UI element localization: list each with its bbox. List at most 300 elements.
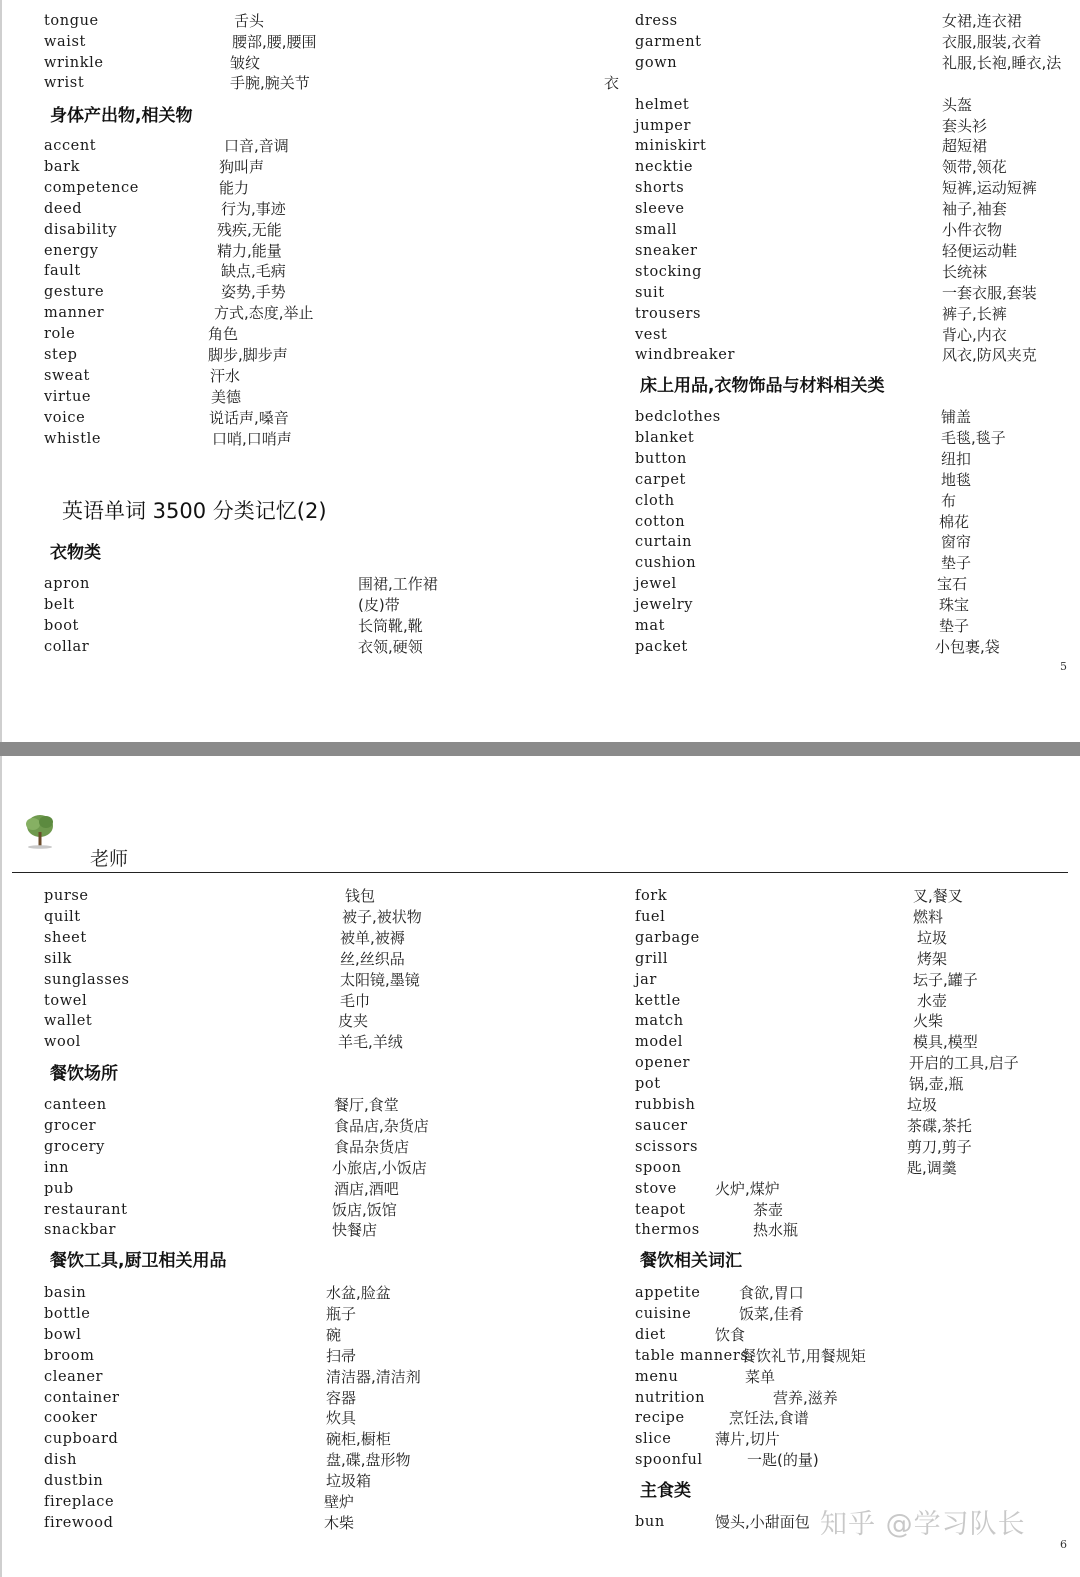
vocab-row [635, 1346, 1075, 1367]
chinese-meaning: 宝石 [937, 575, 968, 594]
chinese-meaning: 腰部,腰,腰围 [232, 32, 317, 51]
chinese-meaning: 衣领,硬领 [358, 637, 423, 656]
chinese-meaning: 一匙(的量) [747, 1451, 819, 1470]
english-word: rubbish [635, 1097, 696, 1113]
vocab-row [635, 532, 1075, 553]
chinese-meaning: 背心,内衣 [942, 325, 1007, 344]
english-word: waist [44, 33, 86, 50]
vocab-row [635, 136, 1075, 157]
english-word: menu [635, 1368, 679, 1385]
english-word: opener [635, 1055, 691, 1072]
chinese-meaning: 坛子,罐子 [913, 970, 978, 989]
vocab-row [44, 637, 464, 658]
document-page-5 [0, 0, 1080, 742]
chinese-meaning: 小包裹,袋 [935, 637, 1000, 656]
vocab-row [635, 32, 1075, 53]
vocab-row [635, 178, 1075, 199]
section-heading-dining-places: 餐饮场所 [50, 1064, 118, 1084]
english-word: miniskirt [635, 138, 707, 155]
vocab-row [44, 178, 464, 199]
chinese-meaning: 模具,模型 [913, 1033, 978, 1052]
vocab-row [44, 1450, 464, 1471]
vocab-row [44, 1367, 464, 1388]
english-word: silk [44, 950, 72, 967]
chinese-meaning: 饭店,饭馆 [332, 1200, 397, 1219]
chinese-meaning: 毛巾 [340, 991, 371, 1010]
section-heading-staple-food: 主食类 [640, 1481, 691, 1501]
english-word: cooker [44, 1410, 98, 1427]
page-separator [0, 742, 1080, 756]
chinese-meaning: 礼服,长袍,睡衣,法 [942, 53, 1062, 72]
vocab-row [44, 970, 464, 991]
vocab-row [44, 595, 464, 616]
vocab-row [44, 282, 464, 303]
vocab-row [44, 616, 464, 637]
vocab-row [635, 1388, 1075, 1409]
chinese-meaning: 窗帘 [941, 533, 972, 552]
english-word: cushion [635, 555, 697, 572]
vocab-row [635, 1429, 1075, 1450]
english-word: recipe [635, 1410, 685, 1427]
vocab-row [44, 886, 464, 907]
chinese-meaning: 裤子,长裤 [942, 304, 1007, 323]
vocab-row [44, 1179, 464, 1200]
vocab-row [44, 241, 464, 262]
chinese-meaning: 口音,音调 [224, 137, 289, 155]
english-word: bark [44, 158, 81, 175]
english-word: pub [44, 1180, 74, 1197]
chinese-meaning: 餐饮礼节,用餐规矩 [741, 1346, 866, 1365]
vocab-row [44, 1095, 464, 1116]
vocab-row [44, 199, 464, 220]
vocab-row [44, 387, 464, 408]
english-word: container [44, 1389, 120, 1406]
chinese-meaning: 一套衣服,套装 [942, 283, 1037, 302]
header-author: 老师 [90, 848, 129, 870]
english-word: cotton [635, 513, 686, 530]
chinese-meaning: 钱包 [345, 887, 376, 905]
chinese-meaning: 舌头 [234, 12, 265, 30]
chinese-meaning: 珠宝 [939, 596, 970, 615]
chinese-meaning: 狗叫声 [219, 157, 265, 176]
chinese-meaning: 餐厅,食堂 [334, 1096, 399, 1114]
english-word: curtain [635, 534, 693, 551]
vocab-row [44, 1116, 464, 1137]
vocab-row [44, 1011, 464, 1032]
english-word: firewood [44, 1514, 114, 1531]
english-word: button [635, 450, 687, 467]
chinese-meaning: 烹饪法,食谱 [729, 1409, 809, 1428]
chinese-meaning: 能力 [219, 178, 250, 197]
english-word: sweat [44, 367, 90, 384]
vocab-row [635, 283, 1075, 304]
chinese-meaning: 口哨,口哨声 [212, 429, 292, 448]
english-word: shorts [635, 180, 685, 197]
english-word: helmet [635, 96, 690, 113]
section-heading-body-output: 身体产出物,相关物 [50, 106, 193, 126]
vocab-row [635, 886, 1075, 907]
chinese-meaning: 垃圾 [917, 928, 948, 947]
chinese-meaning: 食品店,杂货店 [334, 1116, 429, 1135]
chinese-meaning: 壁炉 [324, 1493, 355, 1511]
vocab-row [635, 428, 1075, 449]
chinese-meaning: 热水瓶 [753, 1221, 799, 1240]
vocab-row [44, 73, 464, 94]
chinese-meaning: 丝,丝织品 [340, 949, 405, 968]
english-word: canteen [44, 1097, 107, 1113]
chinese-meaning: 小旅店,小饭店 [332, 1158, 427, 1177]
english-word: packet [635, 638, 688, 655]
chinese-meaning: 方式,态度,举止 [214, 304, 314, 323]
chinese-meaning: 汗水 [210, 366, 241, 385]
chinese-meaning: 木柴 [324, 1513, 355, 1532]
document-title: 英语单词 3500 分类记忆(2) [62, 499, 327, 523]
chinese-meaning: 垫子 [941, 554, 972, 573]
english-word: boot [44, 617, 79, 634]
english-word: cloth [635, 492, 675, 509]
vocab-row [635, 199, 1075, 220]
english-word: quilt [44, 908, 81, 925]
page-number: 6 [1060, 1538, 1067, 1551]
english-word: carpet [635, 471, 686, 488]
english-word: energy [44, 242, 99, 259]
vocab-row [635, 1095, 1075, 1116]
english-word: accent [44, 138, 97, 154]
english-word: grocer [44, 1117, 97, 1134]
vocab-row [635, 470, 1075, 491]
vocab-row [635, 1450, 1075, 1471]
chinese-meaning: 头盔 [942, 95, 973, 114]
vocab-row [635, 907, 1075, 928]
vocab-row [44, 1408, 464, 1429]
chinese-meaning: 锅,壶,瓶 [909, 1075, 964, 1094]
chinese-meaning: 叉,餐叉 [913, 887, 963, 905]
vocab-row [635, 991, 1075, 1012]
english-word: bottle [44, 1305, 91, 1322]
english-word: gesture [44, 284, 105, 301]
chinese-meaning: 棉花 [939, 512, 970, 531]
vocab-row [635, 949, 1075, 970]
chinese-meaning: 套头衫 [942, 116, 988, 135]
english-word: virtue [44, 388, 92, 405]
vocab-row [635, 970, 1075, 991]
chinese-meaning: 食品杂货店 [334, 1137, 410, 1156]
chinese-meaning: 残疾,无能 [217, 220, 282, 239]
vocab-row [635, 595, 1075, 616]
chinese-meaning: 行为,事迹 [221, 199, 286, 218]
chinese-meaning: 女裙,连衣裙 [942, 12, 1022, 30]
chinese-meaning: 皱纹 [230, 53, 261, 72]
chinese-meaning: 羊毛,羊绒 [338, 1033, 403, 1052]
english-word: inn [44, 1159, 70, 1176]
english-word: wallet [44, 1013, 93, 1030]
chinese-meaning: 领带,领花 [942, 158, 1007, 177]
chinese-meaning: 皮夹 [338, 1012, 369, 1031]
chinese-meaning: 被单,被褥 [340, 928, 405, 947]
english-word: small [635, 222, 678, 238]
chinese-meaning: 水盆,脸盆 [326, 1284, 391, 1302]
chinese-meaning: 清洁器,清洁剂 [326, 1367, 421, 1386]
english-word: garbage [635, 929, 700, 946]
english-word: match [635, 1013, 684, 1030]
english-word: sneaker [635, 242, 698, 259]
vocab-row [635, 553, 1075, 574]
vocab-row [635, 1074, 1075, 1095]
chinese-meaning: 容器 [326, 1388, 357, 1407]
english-word: kettle [635, 992, 681, 1009]
vocab-row [44, 1032, 464, 1053]
chinese-meaning: 饭菜,佳肴 [739, 1304, 804, 1323]
english-word: broom [44, 1347, 95, 1364]
english-word: bedclothes [635, 409, 721, 425]
english-word: snackbar [44, 1222, 116, 1239]
english-word: fork [635, 888, 668, 904]
vocab-row [44, 261, 464, 282]
chinese-meaning: 围裙,工作裙 [358, 575, 438, 593]
document-page-6 [0, 756, 1080, 1577]
vocab-row [44, 53, 464, 74]
chinese-meaning: 燃料 [913, 907, 944, 926]
section-heading-bedding: 床上用品,衣物饰品与材料相关类 [640, 376, 885, 396]
stray-character: 衣 [604, 74, 620, 92]
vocab-row [44, 1471, 464, 1492]
english-word: whistle [44, 430, 102, 447]
english-word: deed [44, 200, 83, 217]
chinese-meaning: 说话声,嗓音 [209, 408, 289, 427]
chinese-meaning: 扫帚 [326, 1346, 357, 1365]
chinese-meaning: 轻便运动鞋 [942, 241, 1018, 260]
chinese-meaning: 碗 [326, 1325, 342, 1344]
vocab-row [635, 928, 1075, 949]
vocab-row [44, 1429, 464, 1450]
english-word: grill [635, 950, 669, 967]
english-word: mat [635, 618, 666, 634]
vocab-row [635, 1408, 1075, 1429]
chinese-meaning: 袖子,袖套 [942, 200, 1007, 219]
english-word: wrinkle [44, 54, 104, 71]
english-word: pot [635, 1076, 661, 1093]
vocab-row [44, 136, 464, 157]
chinese-meaning: 薄片,切片 [715, 1430, 780, 1449]
english-word: table manners [635, 1347, 749, 1364]
section-heading-clothes: 衣物类 [50, 543, 101, 563]
chinese-meaning: 匙,调羹 [907, 1158, 957, 1177]
english-word: gown [635, 54, 678, 71]
chinese-meaning: 布 [941, 491, 957, 510]
vocab-row [635, 449, 1075, 470]
vocab-row [44, 1304, 464, 1325]
vocab-row [44, 1158, 464, 1179]
chinese-meaning: 美德 [211, 387, 242, 406]
english-word: dish [44, 1452, 78, 1469]
chinese-meaning: 缺点,毛病 [221, 262, 286, 281]
chinese-meaning: 火柴 [913, 1012, 944, 1031]
vocab-row [44, 429, 464, 450]
vocab-row [635, 1158, 1075, 1179]
vocab-row [635, 95, 1075, 116]
english-word: suit [635, 284, 665, 301]
vocab-row [635, 1325, 1075, 1346]
english-word: stove [635, 1180, 677, 1197]
english-word: jumper [635, 117, 691, 134]
vocab-row [635, 220, 1075, 241]
english-word: trousers [635, 305, 702, 322]
chinese-meaning: 被子,被状物 [342, 907, 422, 926]
chinese-meaning: 纽扣 [941, 449, 972, 468]
vocab-row [44, 220, 464, 241]
chinese-meaning: 碗柜,橱柜 [326, 1430, 391, 1449]
chinese-meaning: 酒店,酒吧 [334, 1179, 399, 1198]
english-word: fault [44, 263, 81, 280]
english-word: belt [44, 596, 75, 613]
chinese-meaning: (皮)带 [358, 595, 400, 614]
english-word: step [44, 347, 78, 363]
english-word: basin [44, 1285, 87, 1301]
vocab-row [635, 512, 1075, 533]
chinese-meaning: 快餐店 [332, 1221, 378, 1240]
vocab-row [635, 325, 1075, 346]
chinese-meaning: 小件衣物 [942, 221, 1003, 239]
chinese-meaning: 瓶子 [326, 1304, 357, 1323]
vocab-row [635, 1137, 1075, 1158]
vocab-row [44, 1220, 464, 1241]
page-number: 5 [1060, 660, 1067, 673]
vocab-row [635, 1200, 1075, 1221]
vocab-row [635, 53, 1075, 74]
chinese-meaning: 垃圾箱 [326, 1472, 372, 1491]
english-word: slice [635, 1431, 672, 1448]
english-word: necktie [635, 159, 694, 176]
vocab-row [635, 1032, 1075, 1053]
vocab-row [44, 11, 464, 32]
chinese-meaning: 精力,能量 [217, 241, 282, 260]
english-word: dress [635, 13, 678, 29]
chinese-meaning: 盘,碟,盘形物 [326, 1451, 411, 1470]
english-word: sunglasses [44, 971, 130, 988]
vocab-row [44, 1346, 464, 1367]
chinese-meaning: 开启的工具,启子 [909, 1054, 1019, 1073]
vocab-row [44, 408, 464, 429]
english-word: cuisine [635, 1305, 692, 1322]
chinese-meaning: 角色 [208, 325, 239, 344]
vocab-row [44, 1325, 464, 1346]
english-word: garment [635, 33, 702, 50]
vocab-row [44, 1513, 464, 1534]
vocab-row [635, 1220, 1075, 1241]
vocab-row [635, 616, 1075, 637]
english-word: windbreaker [635, 347, 736, 364]
vocab-row [44, 949, 464, 970]
english-word: blanket [635, 429, 695, 446]
vocab-row [44, 1283, 464, 1304]
chinese-meaning: 水壶 [917, 991, 948, 1010]
english-word: bun [635, 1514, 665, 1530]
chinese-meaning: 菜单 [745, 1367, 776, 1386]
chinese-meaning: 炊具 [326, 1409, 357, 1428]
english-word: collar [44, 638, 90, 655]
english-word: sheet [44, 929, 87, 946]
vocab-row [44, 1388, 464, 1409]
chinese-meaning: 铺盖 [941, 408, 972, 426]
chinese-meaning: 烤架 [917, 949, 948, 968]
english-word: manner [44, 305, 105, 322]
chinese-meaning: 茶壶 [753, 1200, 784, 1219]
vocab-row [635, 1283, 1075, 1304]
vocab-row [635, 1011, 1075, 1032]
english-word: disability [44, 221, 118, 238]
vocab-row [635, 1367, 1075, 1388]
english-word: bowl [44, 1326, 82, 1343]
chinese-meaning: 短裤,运动短裤 [942, 179, 1037, 198]
chinese-meaning: 长统袜 [942, 262, 988, 281]
vocab-row [635, 1116, 1075, 1137]
chinese-meaning: 太阳镜,墨镜 [340, 970, 420, 989]
vocab-row [635, 1304, 1075, 1325]
chinese-meaning: 手腕,腕关节 [230, 74, 310, 93]
english-word: fuel [635, 908, 666, 925]
english-word: jewel [635, 576, 677, 593]
vocab-row [635, 491, 1075, 512]
vocab-row [635, 1053, 1075, 1074]
vocab-row [44, 1137, 464, 1158]
vocab-row [635, 116, 1075, 137]
english-word: tongue [44, 13, 99, 29]
chinese-meaning: 毛毯,毯子 [941, 428, 1006, 447]
chinese-meaning: 长筒靴,靴 [358, 616, 423, 635]
english-word: voice [44, 409, 86, 426]
chinese-meaning: 食欲,胃口 [739, 1284, 804, 1302]
english-word: sleeve [635, 201, 685, 218]
vocab-row [44, 574, 464, 595]
vocab-row [635, 157, 1075, 178]
chinese-meaning: 超短裙 [942, 137, 988, 156]
vocab-row [635, 637, 1075, 658]
vocab-row [635, 241, 1075, 262]
vocab-row [44, 991, 464, 1012]
english-word: spoon [635, 1159, 682, 1176]
chinese-meaning: 脚步,脚步声 [208, 346, 288, 364]
english-word: towel [44, 992, 88, 1009]
chinese-meaning: 饮食 [715, 1325, 746, 1344]
vocab-row [44, 1492, 464, 1513]
english-word: apron [44, 576, 90, 592]
english-word: restaurant [44, 1201, 128, 1218]
vocab-row [44, 907, 464, 928]
section-heading-dining-vocab: 餐饮相关词汇 [640, 1251, 742, 1271]
vocab-row [635, 407, 1075, 428]
english-word: dustbin [44, 1473, 104, 1490]
english-word: jar [635, 971, 657, 988]
chinese-meaning: 地毯 [941, 470, 972, 489]
vocab-row [44, 157, 464, 178]
vocab-row [635, 345, 1075, 366]
english-word: role [44, 326, 76, 343]
vocab-row [635, 262, 1075, 283]
vocab-row [44, 32, 464, 53]
watermark: 知乎 @学习队长 [820, 1509, 1026, 1540]
section-heading-kitchen-tools: 餐饮工具,厨卫相关用品 [50, 1251, 227, 1271]
vocab-row [44, 1200, 464, 1221]
english-word: fireplace [44, 1494, 115, 1510]
vocab-row [44, 366, 464, 387]
chinese-meaning: 姿势,手势 [221, 283, 286, 302]
vocab-row [44, 324, 464, 345]
english-word: scissors [635, 1138, 698, 1155]
vocab-row [635, 574, 1075, 595]
chinese-meaning: 剪刀,剪子 [907, 1137, 972, 1156]
english-word: cupboard [44, 1431, 119, 1448]
english-word: diet [635, 1326, 666, 1343]
